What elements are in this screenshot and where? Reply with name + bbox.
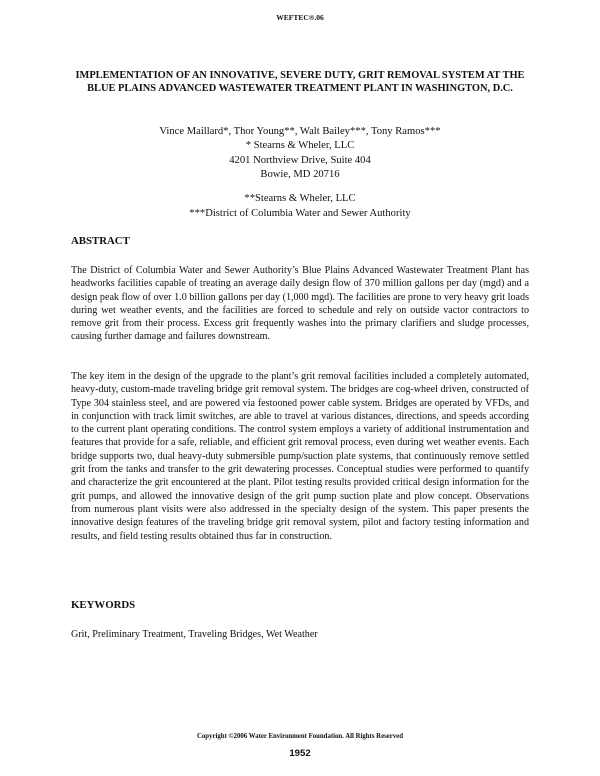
keywords-heading: KEYWORDS [71, 599, 136, 611]
affiliation-block [70, 192, 530, 221]
author-block [70, 125, 530, 183]
affiliation-third: ***District of Columbia Water and Sewer Authority [189, 207, 411, 219]
abstract-heading: ABSTRACT [71, 235, 130, 247]
page-number: 1952 [289, 748, 311, 759]
keywords-text: Grit, Preliminary Treatment, Traveling Bridges, Wet Weather [71, 629, 318, 640]
author-list: Vince Maillard*, Thor Young**, Walt Bailey***, Tony Ramos*** [159, 126, 441, 137]
address-street: 4201 Northview Drive, Suite 404 [229, 154, 371, 166]
copyright-notice: Copyright ©2006 Water Environment Foundation. All Rights Reserved [197, 733, 403, 740]
paper-title: IMPLEMENTATION OF AN INNOVATIVE, SEVERE DUTY, GRIT REMOVAL SYSTEM AT THE BLUE PLAINS ADVANCED WASTEWATER TREATMENT PLANT IN WASHINGTON, D.C. [75, 70, 525, 95]
abstract-paragraph-2: The key item in the design of the upgrade to the plant’s grit removal facilities included a completely automated, heavy-duty, custom-made traveling bridge grit removal system. The bridges are cog-wheel driven, constructed of Type 304 stainless steel, and are powered via festooned power cable system. Bridges are operated by VFDs, and in conjunction with track limit switches, are able to travel at various distances, directions, and speeds according to the current plant operating conditions. The control system employs a variety of additional instrumentation and features that provide for a safe, reliable, and efficient grit removal process, even during wet weather events. Each bridge supports two, dual heavy-duty submersible pump/suction plate systems, that continuously remove settled grit from the tanks and transfer to the grit dewatering processes. Conceptual studies were performed to quantify and characterize the grit encountered at the plant. Pilot testing results provided critical design information for the grit pumps, and allowed the innovative design of the grit pump suction plate and plow concept. Observations from numerous plant visits were also addressed in the specialty design of the system. This paper presents the innovative design features of the traveling bridge grit removal system, pilot and factory testing information and results, and field testing results obtained thus far in construction. [71, 371, 529, 542]
address-city: Bowie, MD 20716 [260, 169, 340, 181]
affiliation-second: **Stearns & Wheler, LLC [244, 193, 356, 204]
abstract-paragraph-1: The District of Columbia Water and Sewer Authority’s Blue Plains Advanced Wastewater Treatment Plant has headworks facilities capable of treating an average daily design flow of 370 million gallons per day (mgd) and a design peak flow of over 1.0 billion gallons per day (1,000 mgd). The facilities are prone to very heavy grit loads during wet weather events, and the facilities are forced to schedule and rely on outside vactor contractors to remove grit from their process. Excess grit frequently washes into the primary clarifiers and sludge processes, causing further damage and failures downstream. [71, 265, 529, 343]
conference-header: WEFTEC®.06 [276, 13, 324, 22]
affiliation-company: * Stearns & Wheler, LLC [245, 140, 355, 152]
